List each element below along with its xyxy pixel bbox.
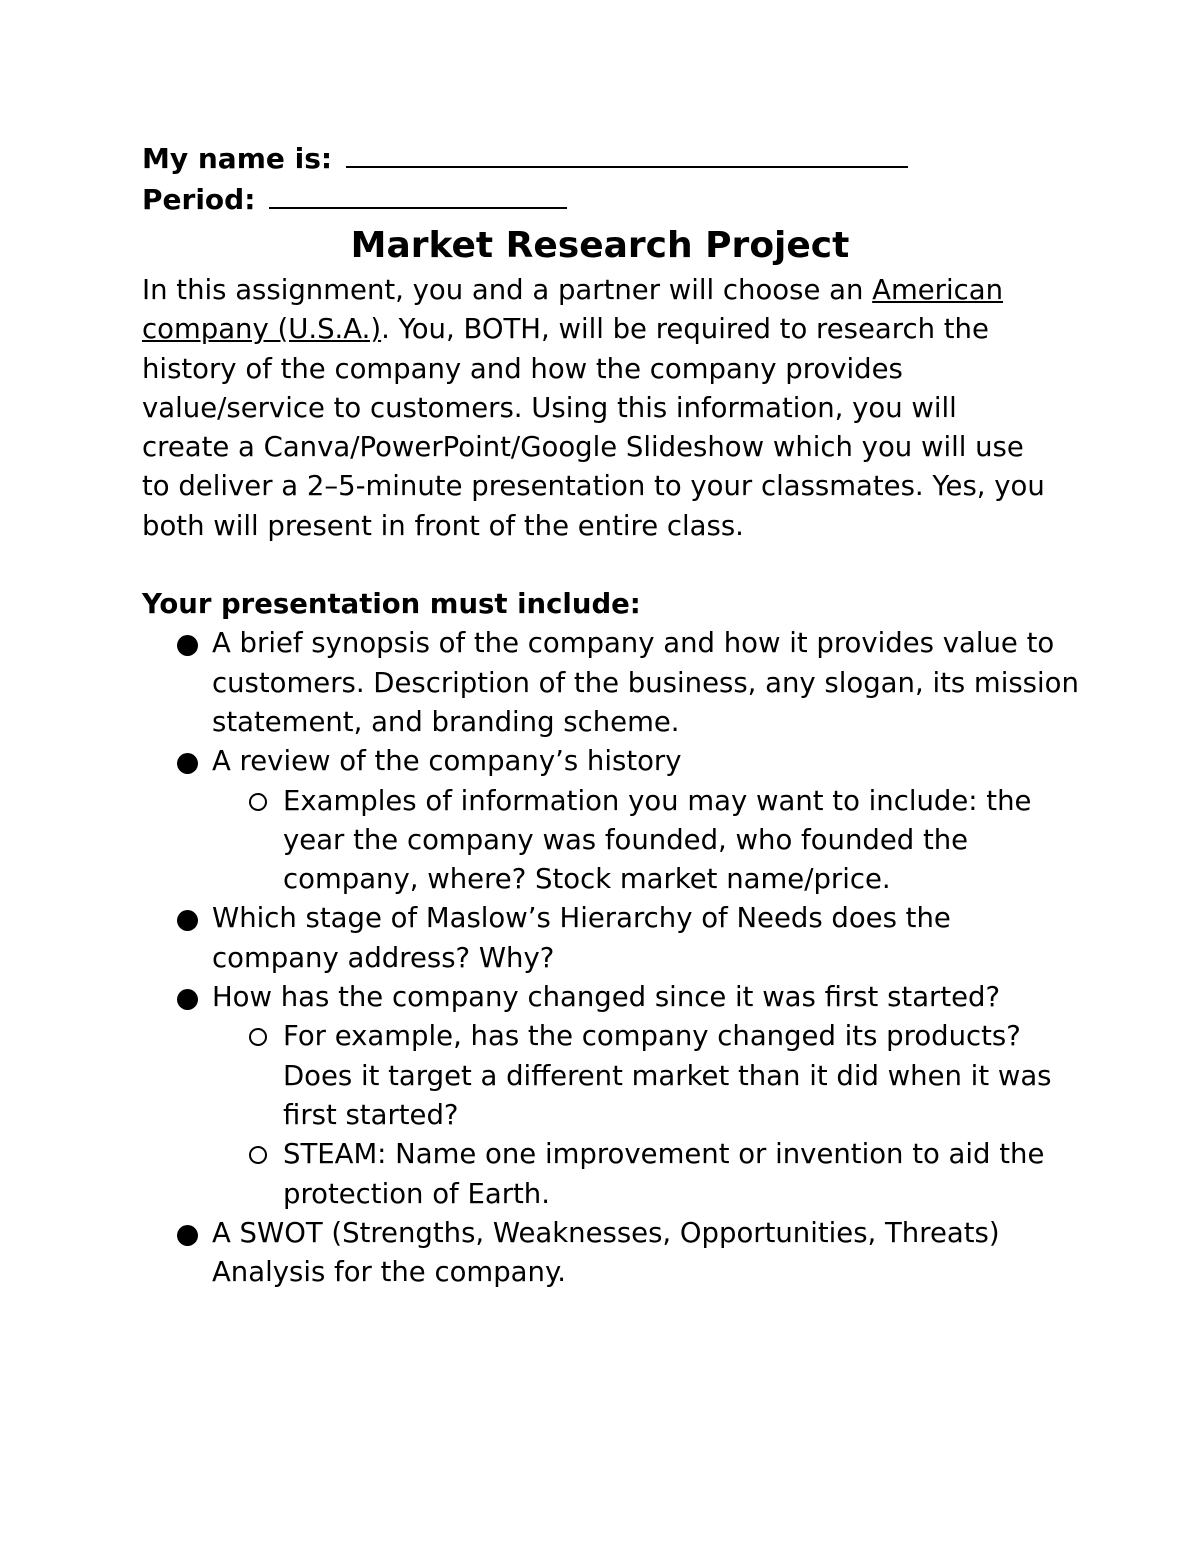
requirements-heading: Your presentation must include: (142, 588, 641, 621)
sub-list-item-text: Examples of information you may want to include: the year the company was founded, who founded the company, where? Stock market name/price. (283, 784, 1032, 896)
list-item (142, 624, 1082, 742)
list-item (142, 1214, 1082, 1293)
document-title: Market Research Project (350, 225, 850, 266)
period-label: Period: (142, 183, 256, 216)
bullet-icon (177, 635, 198, 656)
bullet-icon (177, 753, 198, 774)
hollow-bullet-icon (249, 1146, 267, 1164)
bullet-icon (177, 1225, 198, 1246)
list-item-text: A SWOT (Strengths, Weaknesses, Opportunities, Threats) Analysis for the company. (212, 1216, 1000, 1289)
name-blank (346, 139, 908, 168)
list-item-text: Which stage of Maslow’s Hierarchy of Needs does the company address? Why? (212, 902, 951, 974)
list-item-text: How has the company changed since it was first started? (212, 981, 1001, 1014)
sub-list-item (212, 1017, 1082, 1135)
bullet-icon (177, 989, 198, 1010)
period-blank (269, 180, 567, 209)
requirements-list (142, 624, 1082, 1292)
list-item (142, 742, 1082, 899)
intro-text-start: In this assignment, you and a partner will choose an (142, 274, 873, 306)
period-line (142, 179, 1082, 220)
bullet-icon (177, 910, 198, 931)
sub-list (212, 1017, 1082, 1213)
name-label: My name is: (142, 142, 333, 175)
list-item (142, 899, 1082, 978)
sub-list-item-text: STEAM: Name one improvement or invention to aid the protection of Earth. (283, 1138, 1045, 1210)
list-item-text: A review of the company’s history (212, 745, 682, 778)
intro-text-end: . You, BOTH, will be required to research the history of the company and how the company provides value/service to customers. Using this information, you will create a Canva/PowerPoint/Google Slideshow which you will use to deliver a 2–5-minute presentation to your classmates. Yes, you both will present in front of the entire class. (142, 313, 1045, 542)
sub-list (212, 782, 1082, 900)
sub-list-item-text: For example, has the company changed its products? Does it target a different market than it did when it was first started? (283, 1020, 1052, 1131)
intro-underlined-text: American company (U.S.A.) (142, 274, 1004, 346)
hollow-bullet-icon (249, 1028, 267, 1046)
document-page (142, 138, 1082, 1292)
name-line (142, 138, 1082, 179)
list-item-text: A brief synopsis of the company and how it provides value to customers. Description of the business, any slogan, its mission statement, and branding scheme. (212, 627, 1079, 738)
list-item (142, 978, 1082, 1214)
sub-list-item (212, 1135, 1082, 1214)
intro-paragraph (142, 271, 1052, 546)
hollow-bullet-icon (249, 793, 267, 811)
sub-list-item (212, 782, 1082, 900)
